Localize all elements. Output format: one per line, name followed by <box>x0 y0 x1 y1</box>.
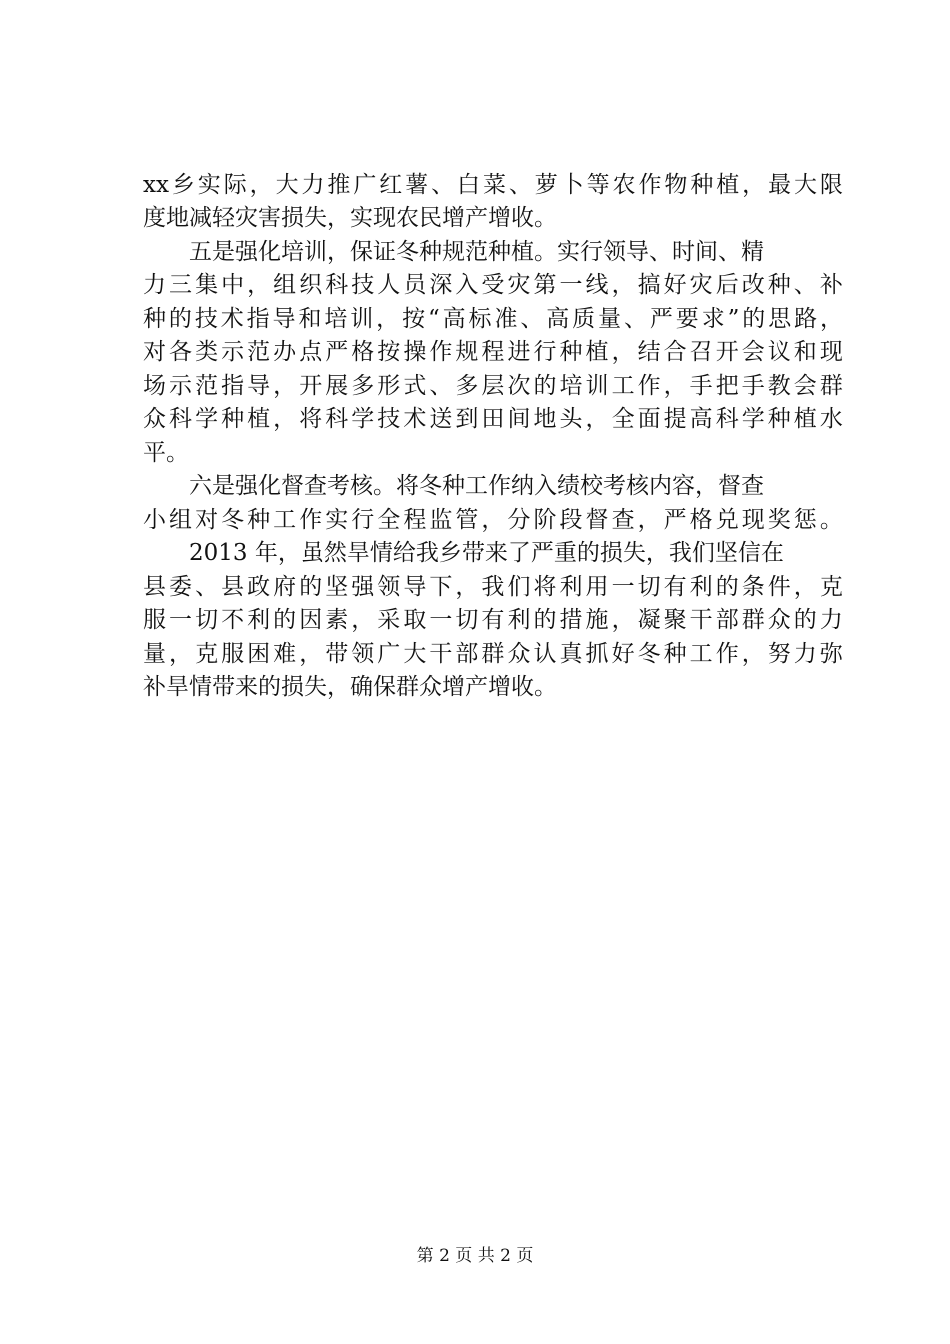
text-line: 六是强化督查考核。将冬种工作纳入绩校考核内容，督查 <box>143 473 764 499</box>
text-line: 场 示 范 指 导 ， 开 展 多 形 式 、 多 层 次 的 培 训 工 作 ， 手 把 手 教 会 群 <box>143 373 843 399</box>
text-line: xx 乡 实 际 ， 大 力 推 广 红 薯 、 白 菜 、 萝 卜 等 农 作 物 种 植 ， 最 大 限 <box>143 172 843 198</box>
text-line: 种 的 技 术 指 导 和 培 训 ， 按 “ 高 标 准 、 高 质 量 、 严 要 求 ” 的 思 路 ， <box>143 306 843 332</box>
text-line: 服 一 切 不 利 的 因 素 ， 采 取 一 切 有 利 的 措 施 ， 凝 聚 干 部 群 众 的 力 <box>143 607 843 633</box>
text-line: 县 委 、 县 政 府 的 坚 强 领 导 下 ， 我 们 将 利 用 一 切 有 利 的 条 件 ， 克 <box>143 574 843 600</box>
text-line: 众 科 学 种 植 ， 将 科 学 技 术 送 到 田 间 地 头 ， 全 面 提 高 科 学 种 植 水 <box>143 406 843 432</box>
text-line: 五是强化培训，保证冬种规范种植。实行领导、时间、精 <box>143 239 764 265</box>
text-line: 度地减轻灾害损失，实现农民增产增收。 <box>143 205 557 231</box>
text-line: 小 组 对 冬 种 工 作 实 行 全 程 监 管 ， 分 阶 段 督 查 ， 严 格 兑 现 奖 惩 。 <box>143 507 843 533</box>
text-line: 对 各 类 示 范 办 点 严 格 按 操 作 规 程 进 行 种 植 ， 结 合 召 开 会 议 和 现 <box>143 339 843 365</box>
text-line: 补旱情带来的损失，确保群众增产增收。 <box>143 674 557 700</box>
text-line: 平。 <box>143 440 189 466</box>
text-line: 量 ， 克 服 困 难 ， 带 领 广 大 干 部 群 众 认 真 抓 好 冬 种 工 作 ， 努 力 弥 <box>143 641 843 667</box>
page-footer: 第 2 页 共 2 页 <box>416 1246 534 1266</box>
text-line: 力 三 集 中 ， 组 织 科 技 人 员 深 入 受 灾 第 一 线 ， 搞 好 灾 后 改 种 、 补 <box>143 272 843 298</box>
text-line: 2013 年，虽然旱情给我乡带来了严重的损失，我们坚信在 <box>143 540 784 566</box>
